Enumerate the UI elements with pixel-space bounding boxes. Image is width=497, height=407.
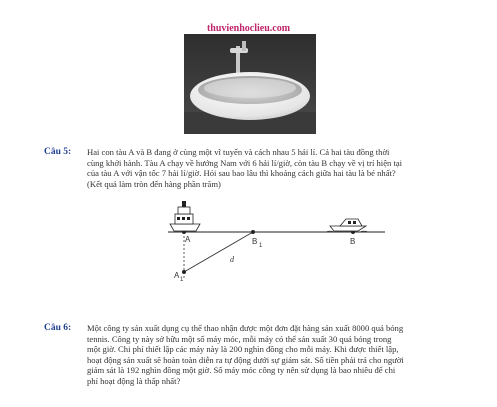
label-d: d (230, 255, 234, 264)
ship-icon (170, 201, 200, 231)
speedboat-icon (326, 219, 368, 232)
question-5-text: Hai con tàu A và B đang ở cùng một vĩ tuyến và cách nhau 5 hải lí. Cả hai tàu đồng thời cùng khởi hành. Tàu A chạy về hướng Nam với 6 hải lí/giờ, còn tàu B chạy về vị trí hiện tại của tàu A với vận tốc 7 hải lí/giờ. Hỏi sau bao lâu thì khoảng cách giữa hai tàu là bé nhất? (Kết quả làm tròn đến hàng phần trăm) (87, 147, 403, 189)
watermark-text: thuvienhoclieu.com (206, 23, 291, 34)
label-a: A (185, 235, 191, 244)
question-6-label: Câu 6: (44, 323, 72, 333)
label-b1: B (252, 237, 258, 246)
ships-diagram (160, 196, 390, 304)
point-b1 (251, 230, 255, 234)
question-6-text: Một công ty sản xuất dụng cụ thể thao nhận được một đơn đặt hàng sản xuất 8000 quả bóng tennis. Công ty này sở hữu một số máy móc, mỗi máy có thể sản xuất 30 quả bóng trong một giờ. Chi phí thiết lập các máy này là 200 nghìn đồng cho mỗi máy. Khi được thiết lập, hoạt động sản xuất sẽ hoàn toàn diễn ra tự động dưới sự giám sát. Số tiền phải trả cho người giám sát là 192 nghìn đồng một giờ. Số máy móc công ty nên sử dụng là bao nhiêu để chi phí hoạt động là thấp nhất? (87, 323, 404, 386)
label-b1-sub: 1 (259, 243, 263, 249)
label-b: B (350, 237, 356, 246)
question-5-label: Câu 5: (44, 147, 72, 157)
sink-basin-photo (184, 34, 316, 134)
label-a1: A (174, 271, 180, 280)
point-a1 (182, 270, 186, 274)
label-a1-sub: 1 (180, 277, 184, 283)
